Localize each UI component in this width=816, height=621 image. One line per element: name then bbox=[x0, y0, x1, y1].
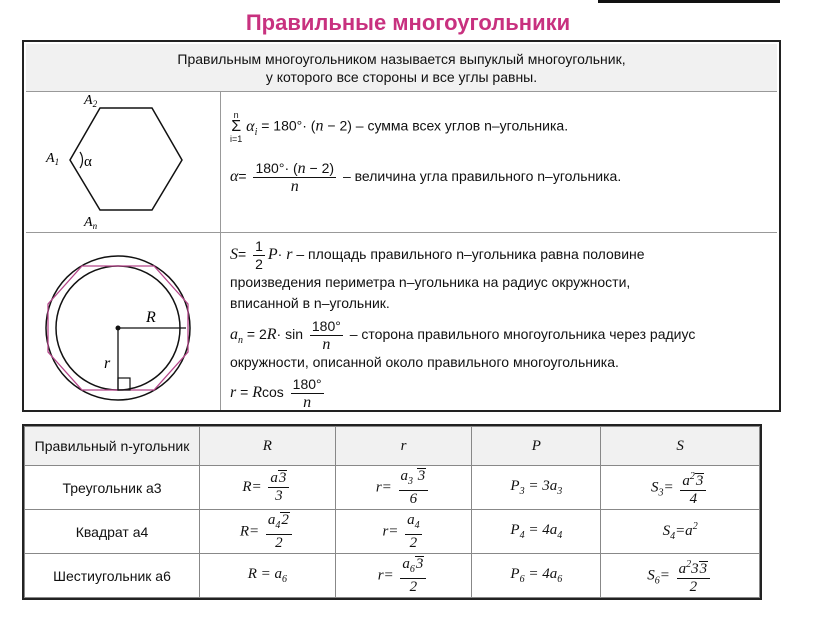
area-desc-1: – площадь правильного n–угольника равна половине bbox=[296, 246, 645, 263]
radius-r-label: r bbox=[104, 355, 111, 372]
definition-box bbox=[26, 44, 777, 92]
cell-P-square: $P_4 = 4a_4$ bbox=[472, 510, 601, 554]
header-S: S bbox=[601, 427, 760, 466]
row-name-hexagon: Шестиугольник a6 bbox=[25, 554, 200, 598]
side-formula: $a_n = 2R\cdot \sin$ $\frac{180^\circ}{n}$ – сторона правильного многоугольника через радиус bbox=[230, 318, 696, 353]
side-desc-2: окружности, описанной около правильного многоугольника. bbox=[230, 354, 619, 370]
cell-r-square: r= $\frac{a_4}{2}$ bbox=[335, 510, 472, 554]
cell-S-square: $S_4=a^2$ bbox=[601, 510, 760, 554]
cell-S-triangle: $S_3=$ $\frac{a^23}{4}$ bbox=[601, 466, 760, 510]
vertex-a2-label: $A_2$ bbox=[84, 94, 98, 109]
cell-R-square: R= $\frac{a_42}{2}$ bbox=[200, 510, 336, 554]
header-R: R bbox=[200, 427, 336, 466]
angle-sum-formula: n Σ i=1 $\alpha_i = 180^\circ\cdot (n - 2)$ – сумма всех углов n–угольника. bbox=[230, 110, 569, 144]
table-row bbox=[25, 510, 760, 554]
row-name-triangle: Треугольник a3 bbox=[25, 466, 200, 510]
page-title: Правильные многоугольники bbox=[245, 10, 571, 35]
header-r: r bbox=[335, 427, 472, 466]
cell-S-hexagon: $S_6=$ $\frac{a^233}{2}$ bbox=[601, 554, 760, 598]
angle-alpha-label: α bbox=[84, 154, 92, 170]
angle-arc bbox=[80, 152, 83, 168]
vertex-an-label: $A_n$ bbox=[84, 215, 98, 230]
top-rule bbox=[598, 0, 780, 3]
table-row bbox=[25, 554, 760, 598]
header-polygon: Правильный n-угольник bbox=[25, 427, 200, 466]
definition-line-2: у которого все стороны и все углы равны. bbox=[265, 69, 538, 85]
cell-P-hexagon: $P_6 = 4a_6$ bbox=[472, 554, 601, 598]
cell-R-hexagon: $R = a_6$ bbox=[200, 554, 336, 598]
inradius-formula: r = Rcos $\frac{180^\circ}{n}$ bbox=[230, 376, 322, 411]
area-desc-3: вписанной в n–угольник. bbox=[230, 295, 390, 311]
row-name-square: Квадрат a4 bbox=[25, 510, 200, 554]
right-angle-mark bbox=[118, 378, 130, 390]
table-header-row bbox=[25, 427, 760, 466]
theory-panel bbox=[22, 40, 781, 412]
area-formula: S= $\frac{1}{2}$ P· r – площадь правильного n–угольника равна половине bbox=[230, 238, 645, 272]
vertex-a1-label: $A_1$ bbox=[46, 151, 60, 167]
table-row bbox=[25, 466, 760, 510]
center-point bbox=[116, 326, 121, 331]
angle-formula: α= $\frac{180^\circ\cdot (n - 2)}{n}$ – величина угла правильного n–угольника. bbox=[230, 160, 622, 195]
cell-r-triangle: r= $\frac{a_3 3}{6}$ bbox=[335, 466, 472, 510]
header-P: P bbox=[472, 427, 601, 466]
cell-r-hexagon: r= $\frac{a_63}{2}$ bbox=[335, 554, 472, 598]
cell-P-triangle: $P_3 = 3a_3$ bbox=[472, 466, 601, 510]
angle-desc: – величина угла правильного n–угольника. bbox=[342, 168, 622, 185]
cell-R-triangle: R= $\frac{a3}{3}$ bbox=[200, 466, 336, 510]
hexagon-diagram bbox=[34, 94, 214, 230]
formulas-table-grid bbox=[24, 426, 760, 598]
formulas-table bbox=[22, 424, 762, 600]
column-divider bbox=[220, 92, 221, 410]
area-desc-2: произведения периметра n–угольника на радиус окружности, bbox=[230, 274, 631, 290]
definition-line-1: Правильным многоугольником называется выпуклый многоугольник, bbox=[177, 51, 626, 67]
radius-R-label: R bbox=[146, 309, 156, 326]
side-desc-1: – сторона правильного многоугольника через радиус bbox=[349, 326, 696, 343]
inscribed-circumscribed-diagram bbox=[38, 250, 214, 410]
angle-sum-desc: – сумма всех углов n–угольника. bbox=[355, 117, 569, 134]
